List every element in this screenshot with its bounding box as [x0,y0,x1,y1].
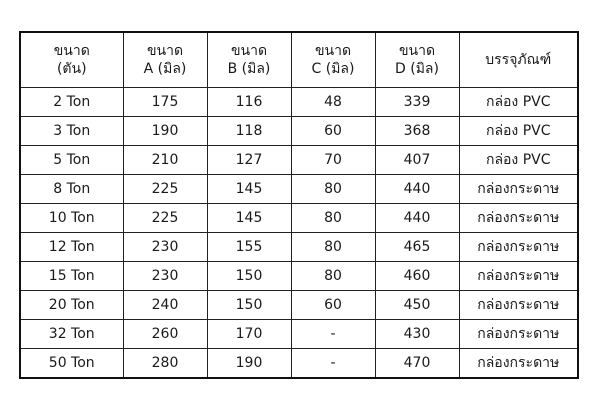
cell-size-a: 175 [123,88,207,117]
cell-size-d: 440 [375,204,459,233]
table-body [20,88,578,379]
cell-size-c: - [291,320,375,349]
table-row [20,320,578,349]
header-size-d [375,32,459,88]
cell-size-d: 465 [375,233,459,262]
cell-packaging: กล่องกระดาษ [459,204,578,233]
cell-size-a: 230 [123,233,207,262]
cell-size-a: 190 [123,117,207,146]
header-label: ขนาด [230,43,268,59]
header-size-b [207,32,291,88]
cell-packaging: กล่องกระดาษ [459,320,578,349]
header-size-a [123,32,207,88]
cell-size-b: 170 [207,320,291,349]
table-row [20,349,578,379]
cell-packaging: กล่องกระดาษ [459,291,578,320]
header-unit: C (มิล) [311,61,355,77]
cell-size-b: 150 [207,262,291,291]
cell-size-ton: 32 Ton [20,320,123,349]
cell-size-a: 240 [123,291,207,320]
cell-size-a: 225 [123,175,207,204]
cell-size-d: 339 [375,88,459,117]
cell-packaging: กล่องกระดาษ [459,349,578,379]
header-label: ขนาด [314,43,352,59]
table-row [20,88,578,117]
cell-packaging: กล่อง PVC [459,117,578,146]
cell-packaging: กล่องกระดาษ [459,233,578,262]
cell-size-d: 470 [375,349,459,379]
cell-size-b: 118 [207,117,291,146]
cell-size-c: 80 [291,262,375,291]
table-row [20,117,578,146]
cell-size-ton: 5 Ton [20,146,123,175]
table-row [20,262,578,291]
cell-size-c: 80 [291,204,375,233]
cell-size-ton: 12 Ton [20,233,123,262]
header-size-ton [20,32,123,88]
header-row [20,32,578,88]
cell-size-c: 60 [291,117,375,146]
header-packaging [459,32,578,88]
table-row [20,146,578,175]
table-row [20,204,578,233]
header-unit: D (มิล) [395,61,439,77]
cell-size-c: 80 [291,233,375,262]
cell-size-ton: 15 Ton [20,262,123,291]
cell-size-c: 60 [291,291,375,320]
cell-size-a: 280 [123,349,207,379]
cell-size-b: 150 [207,291,291,320]
header-unit: A (มิล) [143,61,187,77]
cell-size-d: 450 [375,291,459,320]
cell-size-d: 407 [375,146,459,175]
table-row [20,291,578,320]
cell-packaging: กล่อง PVC [459,146,578,175]
cell-size-d: 430 [375,320,459,349]
header-size-c [291,32,375,88]
cell-size-ton: 8 Ton [20,175,123,204]
header-unit: B (มิล) [227,61,271,77]
cell-size-b: 116 [207,88,291,117]
cell-size-b: 127 [207,146,291,175]
cell-size-b: 155 [207,233,291,262]
spec-table [19,31,579,379]
cell-size-d: 440 [375,175,459,204]
header-label: ขนาด [398,43,436,59]
cell-packaging: กล่องกระดาษ [459,262,578,291]
cell-size-a: 225 [123,204,207,233]
cell-size-c: 80 [291,175,375,204]
header-label: ขนาด [146,43,184,59]
header-label: บรรจุภัณฑ์ [485,52,552,68]
table-row [20,175,578,204]
cell-size-c: 48 [291,88,375,117]
cell-size-d: 460 [375,262,459,291]
cell-size-a: 260 [123,320,207,349]
cell-packaging: กล่องกระดาษ [459,175,578,204]
cell-size-b: 145 [207,204,291,233]
cell-size-ton: 10 Ton [20,204,123,233]
cell-size-a: 230 [123,262,207,291]
cell-size-c: - [291,349,375,379]
header-label: ขนาด [53,43,90,59]
header-unit: (ตัน) [56,61,87,77]
cell-size-ton: 20 Ton [20,291,123,320]
cell-size-ton: 50 Ton [20,349,123,379]
cell-size-a: 210 [123,146,207,175]
cell-packaging: กล่อง PVC [459,88,578,117]
table-row [20,233,578,262]
cell-size-ton: 3 Ton [20,117,123,146]
cell-size-c: 70 [291,146,375,175]
cell-size-b: 190 [207,349,291,379]
cell-size-ton: 2 Ton [20,88,123,117]
cell-size-b: 145 [207,175,291,204]
table-header [20,32,578,88]
cell-size-d: 368 [375,117,459,146]
